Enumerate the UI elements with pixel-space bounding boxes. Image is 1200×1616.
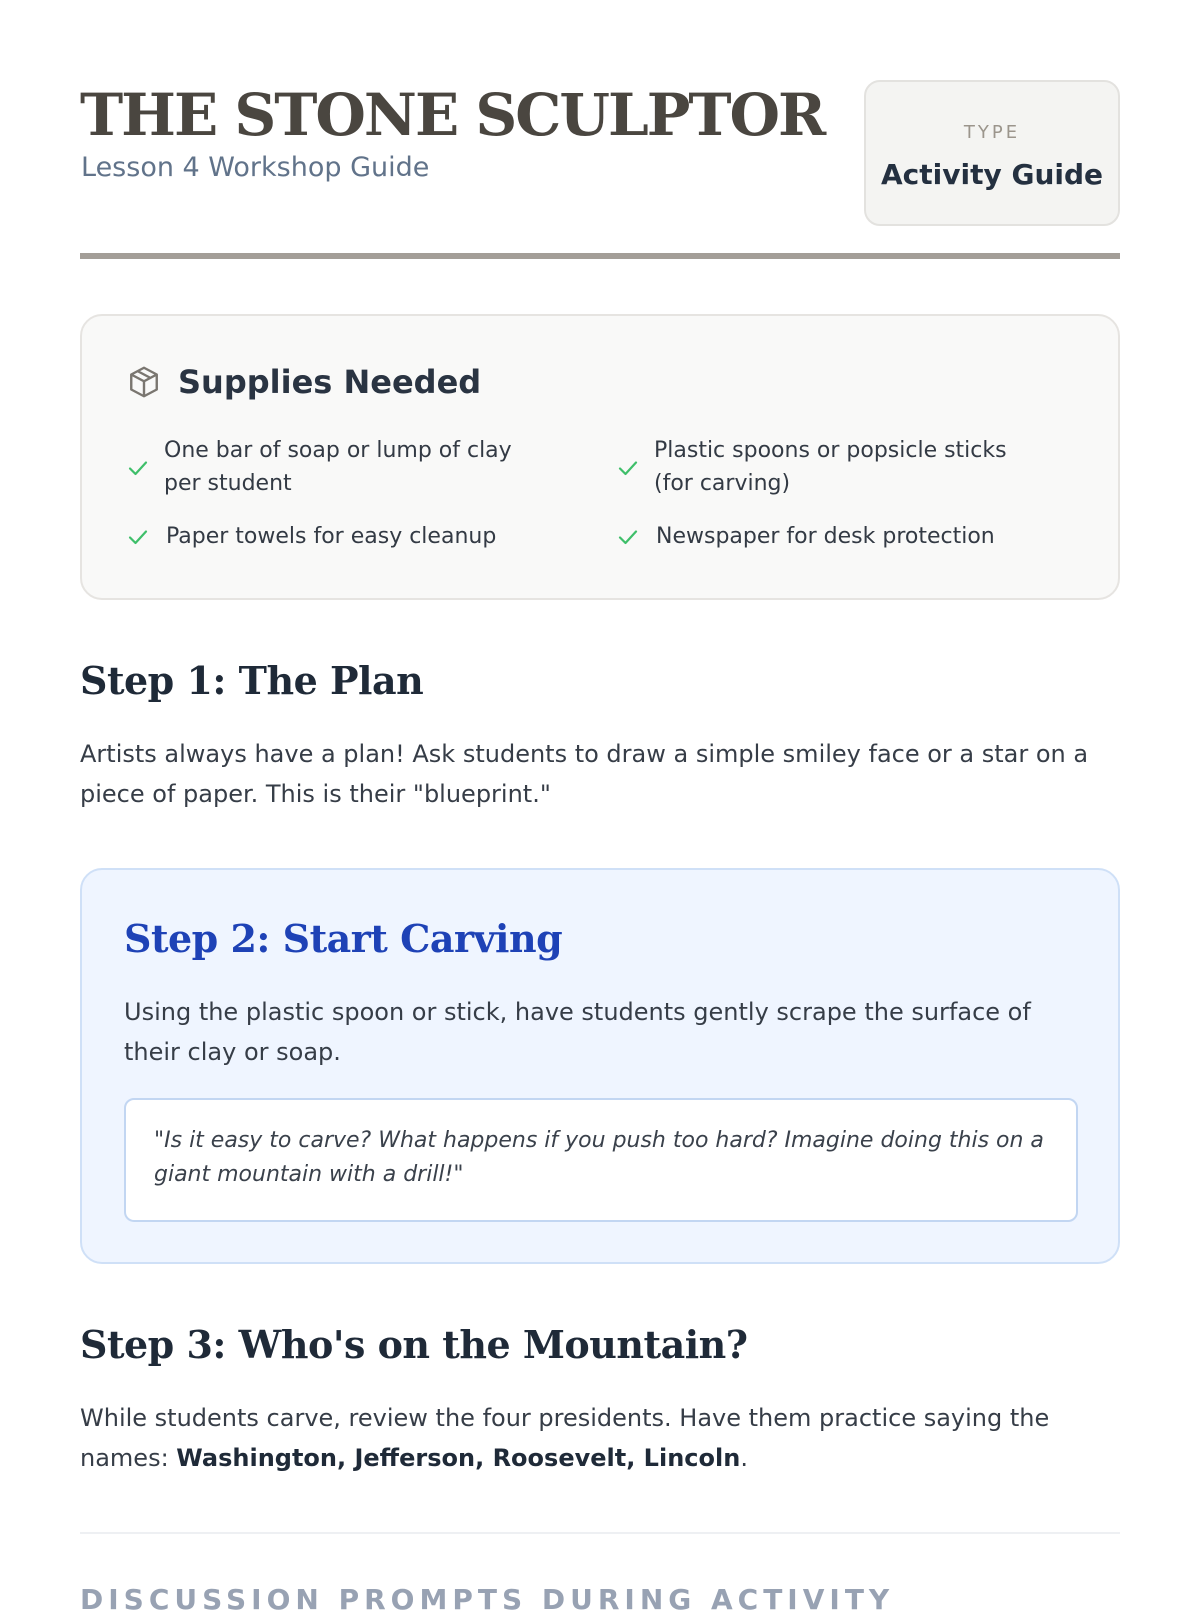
type-badge: [864, 80, 1120, 226]
step-3-heading: Step 3: Who's on the Mountain?: [80, 1322, 748, 1367]
step-3-body-end: .: [740, 1444, 748, 1472]
check-icon: [616, 456, 640, 480]
discussion-heading: DISCUSSION PROMPTS DURING ACTIVITY: [80, 1583, 895, 1616]
step-3-body: [80, 1398, 1120, 1478]
presidents-names: Washington, Jefferson, Roosevelt, Lincoln: [176, 1444, 741, 1472]
supply-item: [126, 434, 546, 502]
supplies-title: Supplies Needed: [178, 363, 482, 401]
box-icon: [126, 364, 162, 400]
supply-item-label: Newspaper for desk protection: [656, 524, 995, 549]
supply-item: [616, 434, 1036, 502]
check-icon: [126, 525, 150, 549]
step-3-body-text: While students carve, review the four presidents. Have them practice saying the names:: [80, 1404, 1050, 1472]
step-2-card: [80, 868, 1120, 1264]
discussion-quote: [124, 1098, 1078, 1222]
supplies-card: [80, 314, 1120, 600]
supply-item-label: Paper towels for easy cleanup: [166, 524, 497, 549]
step-2-heading: Step 2: Start Carving: [124, 916, 563, 961]
page-title: THE STONE SCULPTOR: [80, 81, 825, 149]
supply-item: [616, 520, 1036, 554]
type-label: TYPE: [963, 122, 1021, 143]
check-icon: [126, 456, 150, 480]
page-subtitle: Lesson 4 Workshop Guide: [81, 152, 430, 183]
type-value: Activity Guide: [880, 158, 1104, 191]
supply-item-label: One bar of soap or lump of clay per student: [164, 438, 512, 496]
check-icon: [616, 525, 640, 549]
header-divider: [80, 253, 1120, 259]
quote-text: "Is it easy to carve? What happens if you push too hard? Imagine doing this on a giant mountain with a drill!": [154, 1128, 1044, 1187]
section-divider: [80, 1532, 1120, 1534]
step-1-heading: Step 1: The Plan: [80, 658, 424, 703]
supply-item-label: Plastic spoons or popsicle sticks (for carving): [654, 438, 1007, 496]
step-1-body: Artists always have a plan! Ask students to draw a simple smiley face or a star on a piece of paper. This is their "blueprint.": [80, 740, 1089, 808]
supply-item: [126, 520, 546, 554]
step-2-body: Using the plastic spoon or stick, have students gently scrape the surface of their clay or soap.: [124, 998, 1031, 1066]
